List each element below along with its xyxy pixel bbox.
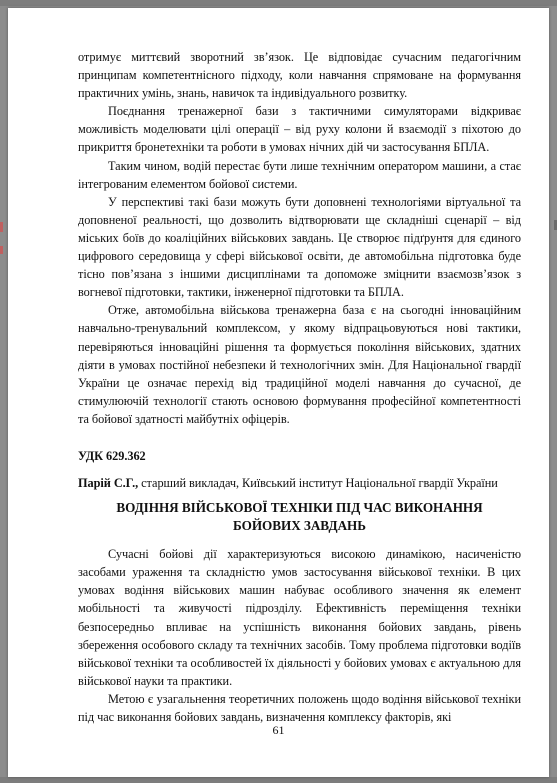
paragraph: отримує миттєвий зворотний зв’язок. Це відповідає сучасним педагогічним принципам компетентнісного підходу, коли навчання спрямоване на формування практичних умінь, знань, навичок та індивідуального розвитку. <box>78 50 521 101</box>
page-number: 61 <box>272 723 285 737</box>
paragraph: Сучасні бойові дії характеризуються високою динамікою, насиченістю засобами ураження та складністю умов застосування військової техніки. В цих умовах водіння військових машин набуває особливого значення як елемент мобільності та живучості підрозділу. Ефективність переміщення техніки безпосередньо впливає на успішність виконання бойових завдань, рівень збереження особового складу та технічних засобів. Тому проблема підготовки водіїв військової техніки та особливостей їх діяльності у бойових умовах є актуальною для військової науки та практики. <box>78 547 521 688</box>
author-name: Парій С.Г., <box>78 476 139 491</box>
paragraph: Поєднання тренажерної бази з тактичними симуляторами відкриває можливість моделювати цілі операції – від руху колони й взаємодії з піхотою до прикриття бронетехніки та роботи в умовах нічних дій чи застосування БПЛА. <box>78 104 521 155</box>
viewer-bottom-bar <box>0 777 557 783</box>
article-title: ВОДІННЯ ВІЙСЬКОВОЇ ТЕХНІКИ ПІД ЧАС ВИКОНАННЯ БОЙОВИХ ЗАВДАНЬ <box>116 500 483 534</box>
page-content <box>78 48 521 726</box>
udk-code: УДК 629.362 <box>78 448 146 463</box>
adjacent-page-edge <box>0 222 3 232</box>
adjacent-page-edge <box>0 246 3 254</box>
paragraph: У перспективі такі бази можуть бути доповнені технологіями віртуальної та доповненої реальності, що дозволить відтворювати ще складніші сценарії – від міських боїв до коаліційних військових завдань. Це створює підґрунтя для єдиного цифрового середовища у сфері військової освіти, де автомобільна підготовка буде тісно пов’язана з іншими дисциплінами та допоможе зміцнити взаємозв’язок з вогневої підготовки, тактики, інженерної підготовки та БПЛА. <box>78 194 521 300</box>
author-line <box>78 474 521 492</box>
viewer-top-bar <box>0 0 557 6</box>
paragraph: Метою є узагальнення теоретичних положень щодо водіння військової техніки під час виконання бойових завдань, визначення комплексу факторів, які <box>78 691 521 724</box>
author-affiliation: старший викладач, Київський інститут Національної гвардії України <box>138 476 498 491</box>
paragraph: Таким чином, водій перестає бути лише технічним оператором машини, а стає інтегрованим елементом бойової системи. <box>78 158 521 191</box>
paragraph: Отже, автомобільна військова тренажерна база є на сьогодні інноваційним навчально-тренувальний комплексом, у якому відпрацьовуються нові тактики, перевіряються інноваційні рішення та формується покоління військових, здатних діяти в умовах постійної небезпеки й технологічних змін. Для Національної гвардії України це означає перехід від традиційної моделі навчання до сучасної, де стимулюючій технології стають основою формування професійної компетентності та бойової здатності майбутніх офіцерів. <box>78 303 521 426</box>
document-page <box>8 8 549 777</box>
